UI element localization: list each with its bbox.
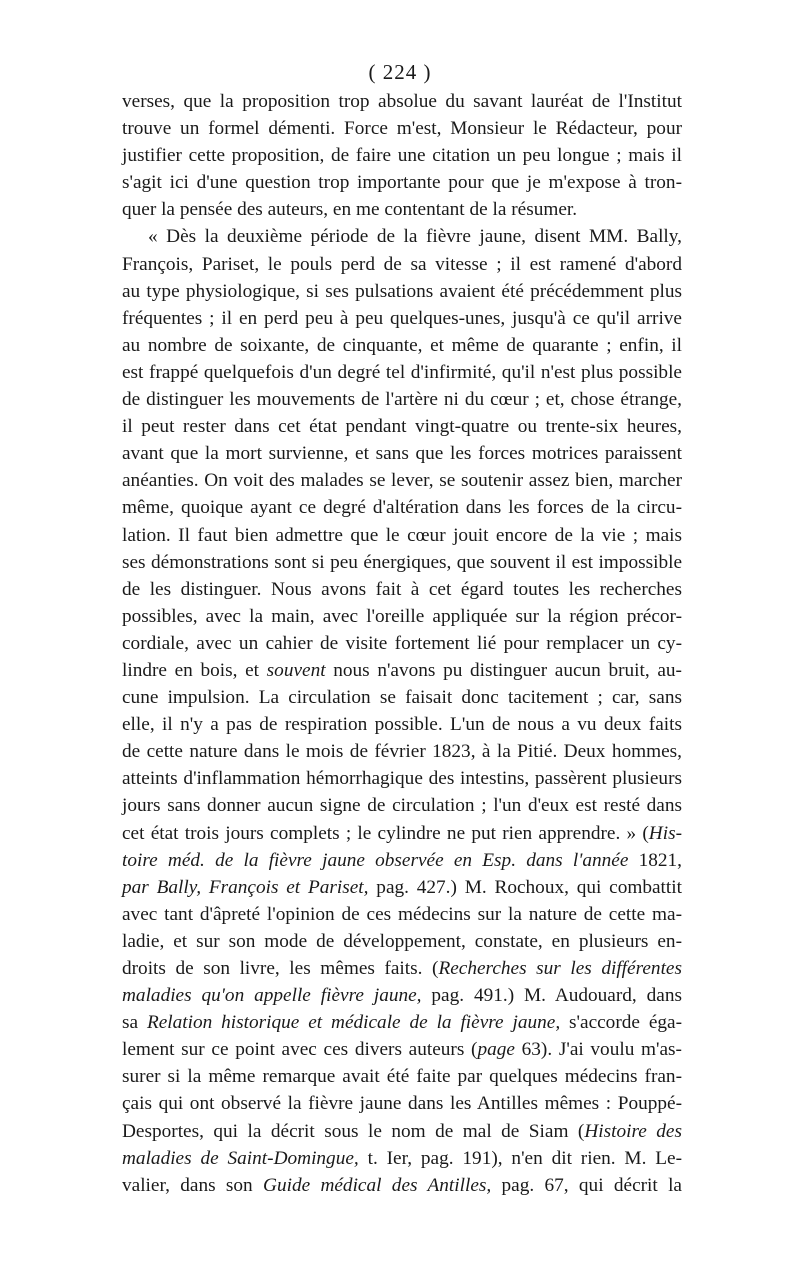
text-run: cet état trois jours complets ; le cylindre ne put rien apprendre. » ( [122,822,649,844]
italic-text: maladies de Saint-Domingue, [122,1147,359,1169]
text-line [122,1145,682,1172]
text-run: 1821, [628,849,683,871]
text-run: François, Pariset, le pouls perd de sa vitesse ; il est ramené d'abord [122,253,682,275]
text-line [122,522,682,549]
text-line [122,359,682,386]
text-line [122,820,682,847]
text-run: pag. 491.) M. Audouard, dans [421,985,682,1007]
text-line [122,603,682,630]
text-line [122,1036,682,1063]
text-run: trouve un formel démenti. Force m'est, Monsieur le Rédacteur, pour [122,118,682,140]
text-run: nous n'avons pu distinguer aucun bruit, au- [325,659,682,681]
text-line [122,1090,682,1117]
text-line [122,251,682,278]
text-line [122,765,682,792]
text-line [122,738,682,765]
text-line [122,901,682,928]
text-line [122,1118,682,1145]
text-run: cordiale, avec un cahier de visite fortement lié pour remplacer un cy- [122,632,682,654]
body-text [122,88,682,1199]
text-run: atteints d'inflammation hémorrhagique des intestins, passèrent plusieurs [122,768,682,790]
text-line [122,440,682,467]
text-run: çais qui ont observé la fièvre jaune dans les Antilles mêmes : Pouppé- [122,1093,682,1115]
text-run: lindre en bois, et [122,659,267,681]
italic-text: Guide médical des Antilles, [263,1174,492,1196]
text-run: s'agit ici d'une question trop importante pour que je m'expose à tron- [122,172,682,194]
italic-text: Histoire des [584,1120,682,1142]
text-run: droits de son livre, les mêmes faits. ( [122,958,439,979]
text-line [122,955,682,982]
text-line [122,684,682,711]
text-line [122,494,682,521]
text-run: s'accorde éga- [560,1012,682,1034]
text-run: au type physiologique, si ses pulsations avaient été précédemment plus [122,280,682,302]
text-run: est frappé quelquefois d'un degré tel d'infirmité, qu'il n'est plus possible [122,361,682,383]
text-run: avant que la mort survienne, et sans que les forces motrices paraissent [122,443,682,465]
text-run: au nombre de soixante, de cinquante, et même de quarante ; enfin, il [122,334,682,356]
text-run: ses démonstrations sont si peu énergiques, que souvent il est impossible [122,551,682,573]
text-line [122,386,682,413]
text-run: anéanties. On voit des malades se lever, se soutenir assez bien, marcher [122,470,682,492]
text-run: il peut rester dans cet état pendant vingt-quatre ou trente-six heures, [122,416,682,438]
page-number: ( 224 ) [368,60,432,84]
text-run: de cette nature dans le mois de février 1823, à la Pitié. Deux hommes, [122,741,682,763]
italic-text: Relation historique et médicale de la fièvre jaune, [146,1012,561,1034]
text-run: justifier cette proposition, de faire une citation un peu longue ; mais il [122,145,682,167]
text-run: avec tant d'âpreté l'opinion de ces médecins sur la nature de cette ma- [122,903,682,925]
text-run: fréquentes ; il en perd peu à peu quelques-unes, jusqu'à ce qu'il arrive [122,307,682,329]
text-run: t. Ier, pag. 191), n'en dit rien. M. Le- [358,1147,683,1169]
text-run: de distinguer les mouvements de l'artère ni du cœur ; et, chose étrange, [122,389,682,411]
italic-text: maladies qu'on appelle fièvre jaune, [122,985,422,1007]
text-line [122,142,682,169]
text-run: de les distinguer. Nous avons fait à cet égard toutes les recherches [122,578,682,600]
text-run: verses, que la proposition trop absolue du savant lauréat de l'Institut [122,91,682,112]
text-line [122,630,682,657]
text-line [122,413,682,440]
italic-text: par Bally, François et Pariset, [122,876,369,898]
text-line [122,1172,682,1199]
text-line [122,305,682,332]
text-line [122,576,682,603]
italic-text: souvent [266,659,326,681]
italic-text: His- [648,822,682,844]
text-line [122,549,682,576]
text-run: pag. 427.) M. Rochoux, qui combattit [368,876,682,898]
text-run: ladie, et sur son mode de développement, constate, en plusieurs en- [122,930,682,952]
text-run: 63). J'ai voulu m'as- [514,1039,682,1061]
text-line [122,278,682,305]
text-run: jours sans donner aucun signe de circulation ; l'un d'eux est resté dans [122,795,682,817]
text-run: lement sur ce point avec ces divers auteurs ( [122,1039,478,1061]
text-line [122,928,682,955]
text-run: pag. 67, qui décrit la [491,1174,682,1196]
text-line [122,982,682,1009]
text-line [122,88,682,115]
text-run: Desportes, qui la décrit sous le nom de mal de Siam ( [122,1120,585,1142]
text-line [122,847,682,874]
text-line [122,169,682,196]
text-line [122,874,682,901]
text-line [122,657,682,684]
text-run: quer la pensée des auteurs, en me contentant de la résumer. [122,199,578,221]
text-run: surer si la même remarque avait été faite par quelques médecins fran- [122,1066,682,1088]
text-line [122,711,682,738]
text-run: elle, il n'y a pas de respiration possible. L'un de nous a vu deux faits [122,714,682,736]
text-run: sa [122,1012,147,1034]
text-line [122,223,682,250]
text-line [122,1063,682,1090]
text-line [122,332,682,359]
italic-text: page [477,1039,515,1061]
text-line [122,196,682,223]
text-run: cune impulsion. La circulation se faisait donc tacitement ; car, sans [122,687,682,709]
italic-text: toire méd. de la fièvre jaune observée en Esp. dans l'année [122,849,629,871]
text-line [122,467,682,494]
text-line [122,1009,682,1036]
text-line [122,792,682,819]
text-run: même, quoique ayant ce degré d'altération dans les forces de la circu- [122,497,682,519]
text-run: lation. Il faut bien admettre que le cœur jouit encore de la vie ; mais [122,524,682,546]
text-run: possibles, avec la main, avec l'oreille appliquée sur la région précor- [122,605,682,627]
text-run: valier, dans son [122,1174,264,1196]
text-run: « Dès la deuxième période de la fièvre jaune, disent MM. Bally, [148,226,682,248]
text-line [122,115,682,142]
italic-text: Recherches sur les différentes [438,958,682,979]
